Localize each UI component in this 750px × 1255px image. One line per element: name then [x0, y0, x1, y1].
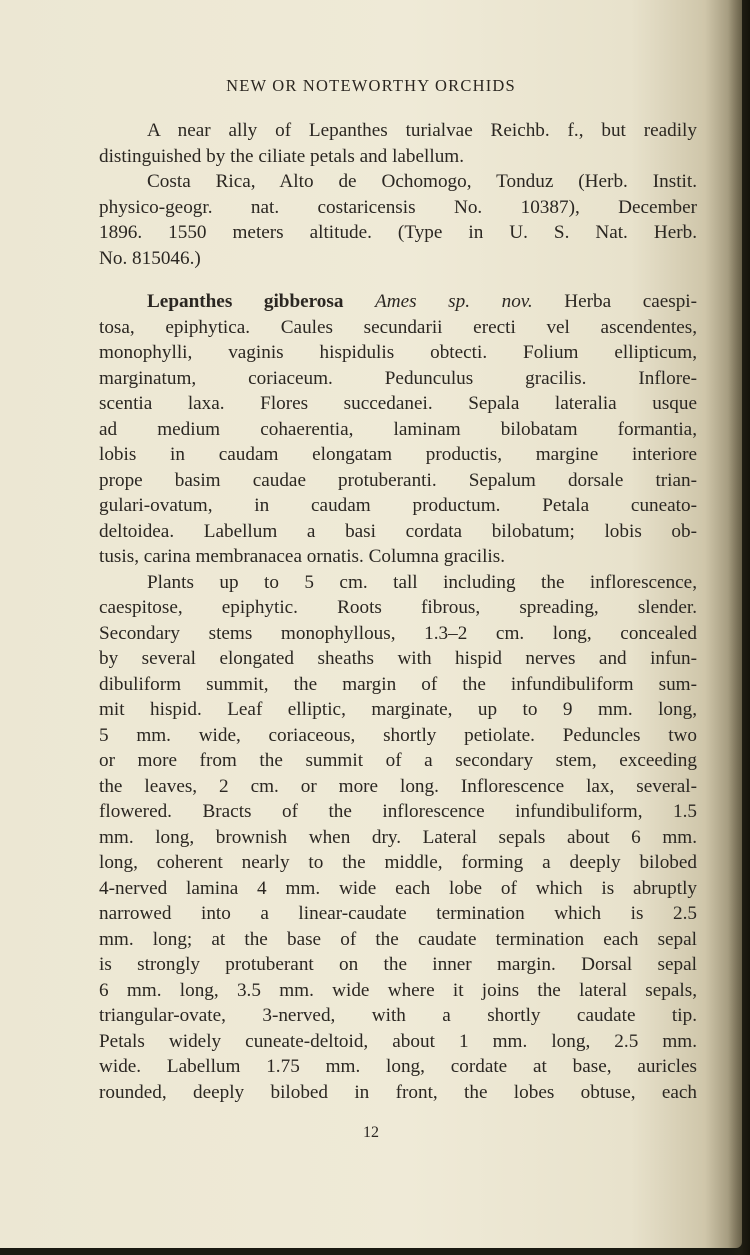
species-heading-line: [99, 289, 697, 315]
section-gap: [99, 271, 697, 289]
paragraph-latin-diagnosis: [99, 289, 697, 570]
text-line: ad medium cohaerentia, laminam bilobatam formantia,: [99, 418, 697, 440]
paragraph-specimen-citation: [99, 169, 697, 271]
text-line: triangular-ovate, 3-nerved, with a shortly caudate tip.: [99, 1005, 697, 1026]
text-line: mm. long, brownish when dry. Lateral sepals about 6 mm.: [99, 826, 697, 848]
text-line: by several elongated sheaths with hispid nerves and infun-: [99, 648, 697, 669]
text-line: mm. long; at the base of the caudate termination each sepal: [99, 928, 697, 950]
text-line: flowered. Bracts of the inflorescence infundibuliform, 1.5: [99, 801, 697, 822]
species-name: Lepanthes gibberosa: [147, 291, 344, 312]
text-line: 5 mm. wide, coriaceous, shortly petiolate. Peduncles two: [99, 724, 697, 746]
text-line: tusis, carina membranacea ornatis. Columna gracilis.: [99, 546, 506, 567]
text-line: wide. Labellum 1.75 mm. long, cordate at base, auricles: [99, 1056, 697, 1077]
text-line: is strongly protuberant on the inner margin. Dorsal sepal: [99, 954, 697, 975]
text-line: or more from the summit of a secondary stem, exceeding: [99, 750, 697, 771]
text-line: narrowed into a linear-caudate termination which is 2.5: [99, 903, 697, 924]
text-line: scentia laxa. Flores succedanei. Sepala lateralia usque: [99, 393, 697, 414]
text-line: the leaves, 2 cm. or more long. Inflorescence lax, several-: [99, 775, 697, 797]
text-line: physico-geogr. nat. costaricensis No. 10387), December: [99, 196, 697, 218]
text-line: caespitose, epiphytic. Roots fibrous, spreading, slender.: [99, 597, 697, 618]
text-line: Plants up to 5 cm. tall including the inflorescence,: [147, 571, 697, 593]
text-line: mit hispid. Leaf elliptic, marginate, up to 9 mm. long,: [99, 699, 697, 720]
text-line: deltoidea. Labellum a basi cordata bilobatum; lobis ob-: [99, 520, 697, 542]
text-line: 4-nerved lamina 4 mm. wide each lobe of which is abruptly: [99, 877, 697, 899]
text-line: long, coherent nearly to the middle, forming a deeply bilobed: [99, 852, 697, 873]
text-line: 1896. 1550 meters altitude. (Type in U. S. Nat. Herb.: [99, 222, 697, 243]
text-line: marginatum, coriaceum. Pedunculus gracilis. Inflore-: [99, 367, 697, 389]
text-line: distinguished by the ciliate petals and labellum.: [99, 145, 465, 167]
text-line: 6 mm. long, 3.5 mm. wide where it joins the lateral sepals,: [99, 979, 697, 1001]
paragraph-english-description: [99, 570, 697, 1106]
text-line: gulari-ovatum, in caudam productum. Petala cuneato-: [99, 495, 697, 516]
running-head: NEW OR NOTEWORTHY ORCHIDS: [226, 76, 516, 95]
binding-shadow: [728, 0, 750, 1255]
text-line: Petals widely cuneate-deltoid, about 1 mm. long, 2.5 mm.: [99, 1030, 697, 1052]
paragraph-diagnosis-note: [99, 118, 697, 169]
body-text: [99, 118, 697, 1105]
species-authority: Ames sp. nov.: [375, 291, 533, 312]
text-line: Costa Rica, Alto de Ochomogo, Tonduz (Herb. Instit.: [147, 171, 697, 192]
text-line: rounded, deeply bilobed in front, the lobes obtuse, each: [99, 1081, 697, 1103]
text-line: dibuliform summit, the margin of the infundibuliform sum-: [99, 673, 697, 695]
text-line: prope basim caudae protuberanti. Sepalum dorsale trian-: [99, 469, 697, 491]
text-line: A near ally of Lepanthes turialvae Reichb. f., but readily: [147, 120, 697, 141]
text-line: lobis in caudam elongatam productis, margine interiore: [99, 444, 697, 465]
text-line: No. 815046.): [99, 247, 201, 269]
text-line: tosa, epiphytica. Caules secundarii erecti vel ascendentes,: [99, 316, 697, 338]
page-number: 12: [363, 1124, 379, 1141]
text-line: monophylli, vaginis hispidulis obtecti. Folium ellipticum,: [99, 342, 697, 363]
text-line-rest: Herba caespi-: [564, 291, 698, 312]
text-line: Secondary stems monophyllous, 1.3–2 cm. long, concealed: [99, 622, 697, 644]
